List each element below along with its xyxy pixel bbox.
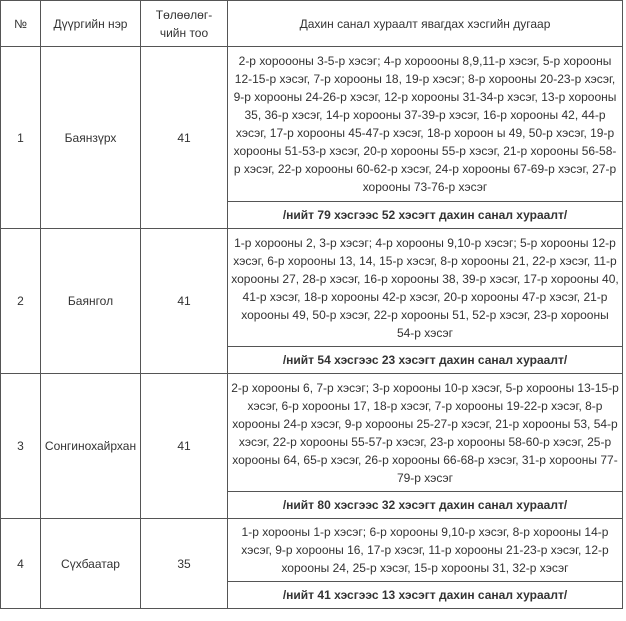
table-row xyxy=(1,229,623,347)
candidate-count: 41 xyxy=(141,374,228,519)
revote-summary: /нийт 80 хэсгээс 32 хэсэгт дахин санал хураалт/ xyxy=(228,492,623,519)
candidate-count: 41 xyxy=(141,229,228,374)
candidate-count: 35 xyxy=(141,519,228,609)
revote-summary: /нийт 79 хэсгээс 52 хэсэгт дахин санал хураалт/ xyxy=(228,202,623,229)
column-header-number: № xyxy=(1,1,41,47)
column-header-sections: Дахин санал хураалт явагдах хэсгийн дугаар xyxy=(228,1,623,47)
district-name: Баянгол xyxy=(41,229,141,374)
district-name: Сүхбаатар xyxy=(41,519,141,609)
district-name: Сонгинохайрхан xyxy=(41,374,141,519)
column-header-candidates: Төлөөлөг-чийн тоо xyxy=(141,1,228,47)
row-number: 2 xyxy=(1,229,41,374)
row-number: 4 xyxy=(1,519,41,609)
revote-summary: /нийт 41 хэсгээс 13 хэсэгт дахин санал хураалт/ xyxy=(228,582,623,609)
revote-sections-list: 2-р хорооны 6, 7-р хэсэг; 3-р хорооны 10-р хэсэг, 5-р хорооны 13-15-р хэсэг, 6-р хорооны 17, 18-р хэсэг, 7-р хорооны 19-22-р хэсэг, 8-р хорооны 24-р хэсэг, 9-р хорооны 25-27-р хэсэг, 21-р хорооны 53, 54-р хэсэг, 22-р хорооны 55-57-р хэсэг, 23-р хорооны 58-60-р хэсэг, 25-р хорооны 64, 65-р хэсэг, 26-р хорооны 66-68-р хэсэг, 31-р хорооны 77-79-р хэсэг xyxy=(228,374,623,492)
revote-summary: /нийт 54 хэсгээс 23 хэсэгт дахин санал хураалт/ xyxy=(228,347,623,374)
district-name: Баянзүрх xyxy=(41,47,141,229)
revote-sections-list: 1-р хорооны 1-р хэсэг; 6-р хорооны 9,10-р хэсэг, 8-р хорооны 14-р хэсэг, 9-р хорооны 16, 17-р хэсэг, 11-р хорооны 21-23-р хэсэг, 12-р хорооны 24, 25-р хэсэг, 15-р хорооны 31, 32-р хэсэг xyxy=(228,519,623,582)
candidate-count: 41 xyxy=(141,47,228,229)
table-row xyxy=(1,47,623,202)
column-header-district: Дүүргийн нэр xyxy=(41,1,141,47)
row-number: 3 xyxy=(1,374,41,519)
table-header-row xyxy=(1,1,623,47)
revote-sections-list: 1-р хорооны 2, 3-р хэсэг; 4-р хорооны 9,10-р хэсэг; 5-р хорооны 12-р хэсэг, 6-р хорооны 13, 14, 15-р хэсэг, 8-р хорооны 21, 22-р хэсэг, 11-р хорооны 27, 28-р хэсэг, 16-р хорооны 38, 39-р хэсэг, 17-р хорооны 40, 41-р хэсэг, 18-р хорооны 42-р хэсэг, 20-р хорооны 47-р хэсэг, 21-р хорооны 49, 50-р хэсэг, 22-р хорооны 51, 52-р хэсэг, 23-р хорооны 54-р хэсэг xyxy=(228,229,623,347)
table-row xyxy=(1,519,623,582)
table-row xyxy=(1,374,623,492)
revote-sections-list: 2-р хороооны 3-5-р хэсэг; 4-р хороооны 8,9,11-р хэсэг, 5-р хорооны 12-15-р хэсэг, 7-р хорооны 18, 19-р хэсэг; 8-р хорооны 20-23-р хэсэг, 9-р хорооны 24-26-р хэсэг, 12-р хорооны 31-34-р хэсэг, 13-р хорооны 35, 36-р хэсэг, 14-р хорооны 37-39-р хэсэг, 16-р хорооны 42, 44-р хэсэг, 17-р хорооны 45-47-р хэсэг, 18-р хороон ы 49, 50-р хэсэг, 19-р хорооны 51-53-р хэсэг, 20-р хорооны 55-р хэсэг, 21-р хорооны 56-58-р хэсэг, 22-р хорооны 60-62-р хэсэг, 24-р хорооны 67-69-р хэсэг, 27-р хорооны 73-76-р хэсэг xyxy=(228,47,623,202)
row-number: 1 xyxy=(1,47,41,229)
